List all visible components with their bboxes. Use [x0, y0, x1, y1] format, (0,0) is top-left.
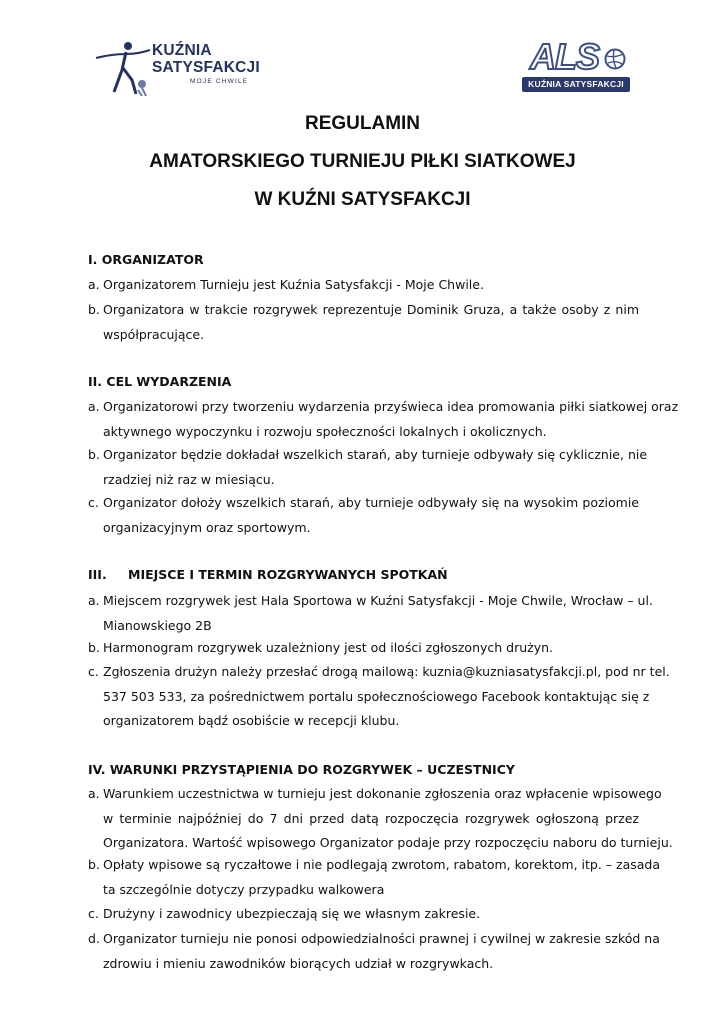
item-text: Organizator turnieju nie ponosi odpowiedzialności prawnej i cywilnej w zakresie szkód na — [103, 931, 660, 946]
als-plate: KUŹNIA SATYSFAKCJI — [522, 77, 630, 92]
section-heading: I. ORGANIZATOR — [88, 252, 204, 267]
item-label: a. — [88, 277, 100, 292]
logo-tagline: MOJE CHWILE — [190, 78, 249, 85]
section-title: MIEJSCE I TERMIN ROZGRYWANYCH SPOTKAŃ — [128, 567, 448, 582]
item-text: Opłaty wpisowe są ryczałtowe i nie podlegają zwrotom, rabatom, korektom, itp. – zasada — [103, 857, 660, 872]
item-label: a. — [88, 786, 100, 801]
section-heading — [88, 567, 448, 582]
item-text: Warunkiem uczestnictwa w turnieju jest dokonanie zgłoszenia oraz wpłacenie wpisowego — [103, 786, 662, 801]
figure-logo-icon — [92, 40, 152, 96]
item-text: Drużyny i zawodnicy ubezpieczają się we własnym zakresie. — [103, 906, 481, 921]
item-text: współpracujące. — [103, 326, 205, 342]
item-text: organizatorem bądź osobiście w recepcji klubu. — [103, 713, 400, 729]
item-label: b. — [88, 857, 100, 872]
item-text: Organizator będzie dokładał wszelkich starań, aby turnieje odbywały się cyklicznie, nie — [103, 447, 648, 462]
item-text: Organizatora w trakcie rozgrywek reprezentuje Dominik Gruza, a także osoby z nim — [103, 302, 639, 317]
document-subtitle-line-1: AMATORSKIEGO TURNIEJU PIŁKI SIATKOWEJ — [149, 151, 576, 172]
volleyball-icon — [604, 48, 626, 70]
item-label: c. — [88, 664, 99, 679]
item-text: Miejscem rozgrywek jest Hala Sportowa w Kuźni Satysfakcji - Moje Chwile, Wrocław – ul. — [103, 593, 653, 608]
item-text: 537 503 533, za pośrednictwem portalu społecznościowego Facebook kontaktując się z — [103, 688, 650, 704]
item-text: ta szczególnie dotyczy przypadku walkowera — [103, 881, 385, 897]
logo-wordmark: KUŹNIA SATYSFAKCJI — [152, 42, 260, 76]
document-title: REGULAMIN — [304, 113, 421, 134]
item-text: Zgłoszenia drużyn należy przesłać drogą mailową: kuznia@kuzniasatysfakcji.pl, pod nr tel. — [103, 664, 670, 679]
item-label: a. — [88, 593, 100, 608]
als-logo — [520, 36, 632, 94]
section-heading: II. CEL WYDARZENIA — [88, 374, 232, 389]
als-wordmark: ALS — [530, 36, 599, 77]
item-text: Organizatorowi przy tworzeniu wydarzenia przyświeca idea promowania piłki siatkowej oraz — [103, 399, 679, 414]
document-subtitle-line-2: W KUŹNI SATYSFAKCJI — [254, 189, 471, 210]
item-text: Harmonogram rozgrywek uzależniony jest od ilości zgłoszonych drużyn. — [103, 640, 554, 655]
item-label: a. — [88, 399, 100, 414]
item-label: b. — [88, 302, 100, 317]
item-label: b. — [88, 640, 100, 655]
item-label: c. — [88, 495, 99, 510]
kuznia-satysfakcji-logo — [92, 40, 262, 96]
item-text: zdrowiu i mieniu zawodników biorących udział w rozgrywkach. — [103, 955, 494, 971]
item-label: b. — [88, 447, 100, 462]
item-text: rzadziej niż raz w miesiącu. — [103, 471, 275, 487]
item-text: Organizatorem Turnieju jest Kuźnia Satysfakcji - Moje Chwile. — [103, 277, 484, 292]
section-heading: IV. WARUNKI PRZYSTĄPIENIA DO ROZGRYWEK – UCZESTNICY — [88, 762, 515, 777]
item-text: Mianowskiego 2B — [103, 617, 212, 633]
section-number: III. — [88, 567, 107, 582]
item-text: aktywnego wypoczynku i rozwoju społeczności lokalnych i okolicznych. — [103, 423, 547, 439]
item-text: Organizator dołoży wszelkich starań, aby turnieje odbywały się na wysokim poziomie — [103, 495, 639, 510]
item-label: c. — [88, 906, 99, 921]
item-label: d. — [88, 931, 100, 946]
item-text: w terminie najpóźniej do 7 dni przed datą rozpoczęcia rozgrywek ogłoszoną przez — [103, 810, 639, 826]
item-text: organizacyjnym oraz sportowym. — [103, 519, 311, 535]
item-text: Organizatora. Wartość wpisowego Organizator podaje przy rozpoczęciu naboru do turnieju. — [103, 835, 673, 851]
